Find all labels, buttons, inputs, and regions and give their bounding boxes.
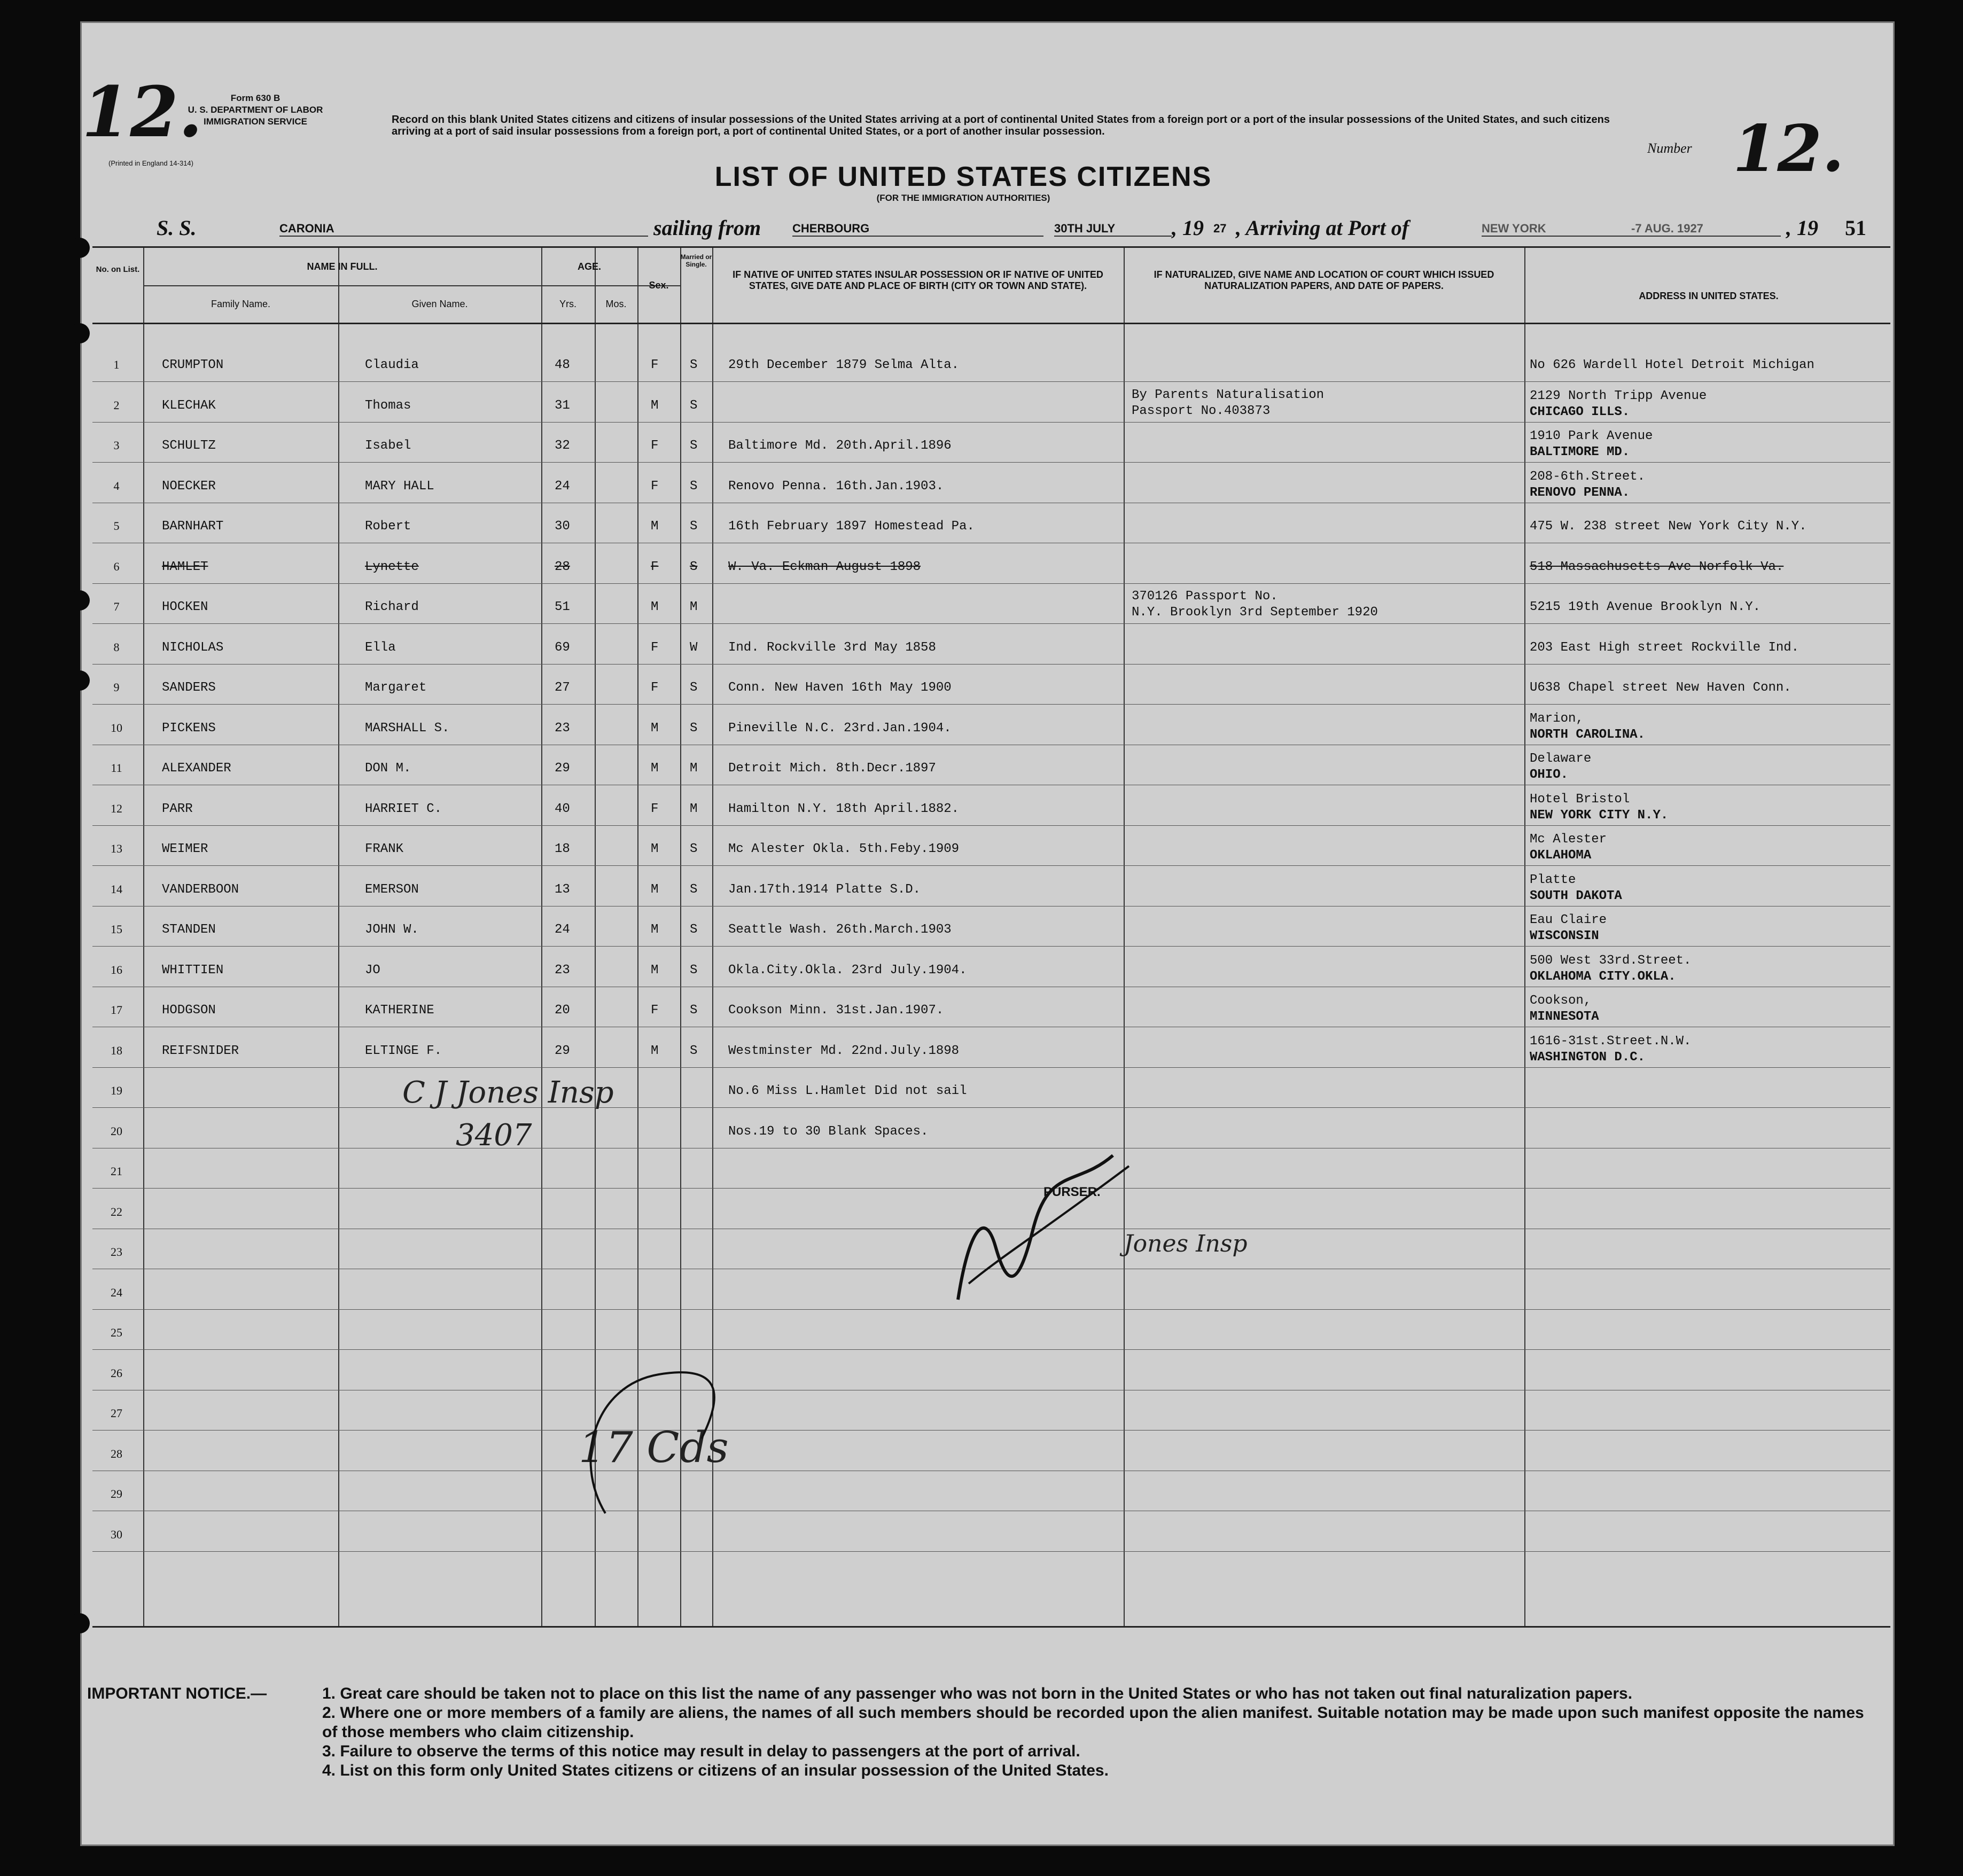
given-name: Lynette [365,559,419,574]
birth-info: Nos.19 to 30 Blank Spaces. [728,1124,929,1139]
given-name: EMERSON [365,882,419,897]
address-line: WISCONSIN [1530,929,1599,943]
marital-status: S [690,721,698,736]
marital-status: S [690,559,698,574]
row-number: 28 [111,1447,122,1460]
row-number: 1 [113,358,120,371]
address-line: U638 Chapel street New Haven Conn. [1530,681,1791,695]
given-name: Isabel [365,439,411,453]
inspector-number: 3407 [456,1118,532,1153]
binder-hole [69,323,90,343]
number-value: 12. [1733,111,1844,186]
margin-note: Jones Insp [1124,1230,1248,1257]
naturalization: By Parents Naturalisation [1132,387,1325,402]
notice-item: 3. Failure to observe the terms of this notice may result in delay to passengers at the port of arrival. [322,1742,1080,1760]
given-name: HARRIET C. [365,801,442,816]
given-name: MARY HALL [365,479,434,494]
sex: M [651,1043,659,1058]
sex: M [651,721,659,736]
printed-note: (Printed in England 14-314) [108,159,193,167]
family-name: BARNHART [162,519,224,534]
family-name: HAMLET [162,559,208,574]
row-rule [92,704,1890,705]
birth-info: Mc Alester Okla. 5th.Feby.1909 [728,842,960,856]
row-rule [92,664,1890,665]
row-number: 7 [113,600,120,613]
row-rule [92,1551,1890,1552]
col-address: ADDRESS IN UNITED STATES. [1639,291,1779,301]
marital-status: W [690,640,698,655]
sex: M [651,963,659,978]
age-years: 40 [555,801,570,816]
given-name: Richard [365,600,419,614]
row-number: 15 [111,923,122,936]
address-line: OKLAHOMA CITY.OKLA. [1530,969,1676,984]
row-rule [92,946,1890,947]
col-sex: Sex. [649,280,669,291]
address-line: NORTH CAROLINA. [1530,727,1646,742]
family-name: WHITTIEN [162,963,224,978]
age-years: 48 [555,358,570,372]
row-rule [92,865,1890,866]
col-birth: IF NATIVE OF UNITED STATES INSULAR POSSESSION OR IF NATIVE OF UNITED STATES, GIVE DATE AND PLACE OF BIRTH (CITY OR TOWN AND STATE). [733,269,1103,291]
family-name: ALEXANDER [162,761,231,776]
row-number: 30 [111,1527,122,1541]
address-line: Delaware [1530,752,1592,766]
age-years: 18 [555,842,570,856]
sex: F [651,640,659,655]
row-number: 14 [111,882,122,896]
address-line: CHICAGO ILLS. [1530,404,1630,419]
row-number: 16 [111,963,122,976]
address-line: MINNESOTA [1530,1010,1599,1024]
row-rule [92,583,1890,584]
row-rule [92,1430,1890,1431]
row-rule [92,1107,1890,1108]
col-age: AGE. [577,261,601,272]
marital-status: S [690,439,698,453]
sex: F [651,1003,659,1018]
row-number: 25 [111,1326,122,1339]
address-line: 500 West 33rd.Street. [1530,953,1692,968]
birth-info: Jan.17th.1914 Platte S.D. [728,882,921,897]
year-suffix: , 19 [1786,216,1818,240]
row-rule [92,1349,1890,1350]
col-no: No. on List. [96,265,140,274]
from-port: CHERBOURG [792,222,1043,237]
binder-hole [69,670,90,691]
row-number: 23 [111,1245,122,1259]
marital-status: S [690,963,698,978]
given-name: Thomas [365,398,411,413]
family-name: NICHOLAS [162,640,224,655]
given-name: Margaret [365,681,427,695]
age-years: 29 [555,761,570,776]
family-name: KLECHAK [162,398,216,413]
marital-status: S [690,681,698,695]
family-name: VANDERBOON [162,882,239,897]
birth-info: Westminster Md. 22nd.July.1898 [728,1043,960,1058]
ship-name: CARONIA [279,222,648,237]
age-years: 20 [555,1003,570,1018]
family-name: WEIMER [162,842,208,856]
address-line: 5215 19th Avenue Brooklyn N.Y. [1530,600,1761,614]
address-line: RENOVO PENNA. [1530,485,1630,500]
row-number: 19 [111,1084,122,1097]
family-name: PICKENS [162,721,216,736]
marital-status: S [690,842,698,856]
binder-hole [69,238,90,258]
address-line: 203 East High street Rockville Ind. [1530,640,1800,655]
row-rule [92,462,1890,463]
sex: M [651,923,659,937]
marital-status: S [690,358,698,372]
given-name: Claudia [365,358,419,372]
row-number: 10 [111,721,122,734]
sex: M [651,882,659,897]
arrival-stamp: -7 AUG. 1927 [1631,222,1703,235]
row-number: 2 [113,398,120,412]
given-name: FRANK [365,842,404,856]
department: U. S. DEPARTMENT OF LABOR [188,105,323,115]
col-family: Family Name. [211,299,270,309]
row-rule [92,381,1890,382]
naturalization-detail: Passport No.403873 [1132,403,1271,418]
birth-info: Okla.City.Okla. 23rd July.1904. [728,963,967,978]
left-stamp-number: 12. [82,71,203,153]
family-name: HODGSON [162,1003,216,1018]
row-rule [92,623,1890,624]
sex: M [651,519,659,534]
row-number: 22 [111,1205,122,1218]
card-count-note: 17 Cds [579,1422,729,1472]
marital-status: S [690,398,698,413]
address-line: Cookson, [1530,994,1592,1008]
birth-info: 16th February 1897 Homestead Pa. [728,519,975,534]
address-line: SOUTH DAKOTA [1530,888,1622,903]
family-name: HOCKEN [162,600,208,614]
given-name: ELTINGE F. [365,1043,442,1058]
birth-info: Renovo Penna. 16th.Jan.1903. [728,479,944,494]
birth-info: Seattle Wash. 26th.March.1903 [728,923,952,937]
notice-item: 2. Where one or more members of a family are aliens, the names of all such members should be recorded upon the alien manifest. Suitable notation may be made upon such manifest opposite the names of those members who claim citizenship. [322,1704,1864,1741]
row-number: 20 [111,1124,122,1138]
given-name: JOHN W. [365,923,419,937]
marital-status: S [690,519,698,534]
age-years: 51 [555,600,570,614]
age-years: 28 [555,559,570,574]
row-number: 17 [111,1003,122,1017]
birth-info: Pineville N.C. 23rd.Jan.1904. [728,721,952,736]
age-years: 31 [555,398,570,413]
marital-status: S [690,923,698,937]
row-number: 11 [111,761,122,775]
row-number: 4 [113,479,120,493]
row-number: 6 [113,559,120,573]
address-line: 475 W. 238 street New York City N.Y. [1530,519,1807,534]
marital-status: S [690,1003,698,1018]
sex: F [651,358,659,372]
binder-hole [69,590,90,611]
binder-hole [69,1613,90,1633]
address-line: 1910 Park Avenue [1530,429,1653,443]
naturalization: 370126 Passport No. [1132,589,1278,604]
family-name: SANDERS [162,681,216,695]
row-number: 13 [111,842,122,855]
sailing-date: 30TH JULY [1054,222,1172,237]
number-label: Number [1647,140,1692,156]
page-number: 51 [1845,216,1866,240]
marital-status: S [690,1043,698,1058]
age-years: 24 [555,923,570,937]
col-naturalized: IF NATURALIZED, GIVE NAME AND LOCATION OF COURT WHICH ISSUED NATURALIZATION PAPERS, AND DATE OF PAPERS. [1154,269,1494,291]
birth-info: Cookson Minn. 31st.Jan.1907. [728,1003,944,1018]
address-line: Mc Alester [1530,832,1607,847]
form-block [183,92,328,128]
address-line: No 626 Wardell Hotel Detroit Michigan [1530,358,1814,372]
birth-info: Detroit Mich. 8th.Decr.1897 [728,761,936,776]
purser-label: PURSER. [1043,1185,1101,1199]
birth-info: 29th December 1879 Selma Alta. [728,358,960,372]
notice-item: 1. Great care should be taken not to place on this list the name of any passenger who was not born in the United States or who has not taken out final naturalization papers. [322,1685,1633,1702]
notice-item: 4. List on this form only United States citizens or citizens of an insular possession of the United States. [322,1762,1109,1779]
col-yrs: Yrs. [559,299,577,309]
age-years: 30 [555,519,570,534]
sex: F [651,479,659,494]
row-number: 9 [113,681,120,694]
arriving-label: , Arriving at Port of [1236,216,1409,240]
family-name: PARR [162,801,193,816]
page-title: LIST OF UNITED STATES CITIZENS [714,161,1212,192]
marital-status: M [690,761,698,776]
address-line: 2129 North Tripp Avenue [1530,388,1707,403]
document-page [80,21,1895,1846]
row-number: 21 [111,1164,122,1178]
family-name: STANDEN [162,923,216,937]
sex: F [651,439,659,453]
birth-info: W. Va. Eckman August 1898 [728,559,921,574]
age-years: 23 [555,721,570,736]
marital-status: M [690,600,698,614]
count-circle [563,1353,734,1524]
marital-status: S [690,882,698,897]
sex: F [651,801,659,816]
row-rule [92,825,1890,826]
ss-label: S. S. [157,216,197,240]
address-line: 208-6th.Street. [1530,469,1646,484]
birth-info: No.6 Miss L.Hamlet Did not sail [728,1084,967,1098]
year-prefix: , 19 [1172,216,1204,240]
given-name: KATHERINE [365,1003,434,1018]
given-name: Ella [365,640,396,655]
col-given: Given Name. [411,299,468,309]
birth-info: Hamilton N.Y. 18th April.1882. [728,801,960,816]
birth-info: Ind. Rockville 3rd May 1858 [728,640,936,655]
birth-info: Baltimore Md. 20th.April.1896 [728,439,952,453]
row-number: 18 [111,1043,122,1057]
sex: M [651,600,659,614]
row-number: 3 [113,439,120,452]
row-number: 27 [111,1406,122,1420]
address-line: 518 Massachusetts Ave Norfolk Va. [1530,559,1784,574]
age-years: 32 [555,439,570,453]
age-years: 23 [555,963,570,978]
sex: F [651,559,659,574]
purser-signature [937,1123,1140,1326]
family-name: CRUMPTON [162,358,224,372]
marital-status: S [690,479,698,494]
given-name: MARSHALL S. [365,721,450,736]
given-name: DON M. [365,761,411,776]
intro-text: Record on this blank United States citizens and citizens of insular possessions of the United States arriving at a port of continental United States from a foreign port or a port of the insular possessions of the United States, and such citizens arriving at a port of said insular possessions from a foreign port, a port of continental United States, or a port of another insular possession. [392,114,1610,137]
family-name: SCHULTZ [162,439,216,453]
naturalization-detail: N.Y. Brooklyn 3rd September 1920 [1132,605,1378,620]
sex: M [651,761,659,776]
notice-title: IMPORTANT NOTICE.— [87,1685,267,1702]
service: IMMIGRATION SERVICE [204,116,307,127]
sailing-label: sailing from [653,216,761,240]
page-subtitle: (FOR THE IMMIGRATION AUTHORITIES) [876,193,1050,203]
form-number: Form 630 B [230,93,281,103]
birth-info: Conn. New Haven 16th May 1900 [728,681,952,695]
row-rule [92,1067,1890,1068]
address-line: OKLAHOMA [1530,848,1592,863]
family-name: REIFSNIDER [162,1043,239,1058]
address-line: OHIO. [1530,768,1569,782]
row-rule [92,422,1890,423]
address-line: NEW YORK CITY N.Y. [1530,808,1669,823]
year: 27 [1213,222,1227,235]
age-years: 29 [555,1043,570,1058]
age-years: 24 [555,479,570,494]
col-married: Married or Single. [680,253,712,268]
address-line: Platte [1530,872,1576,887]
col-mos: Mos. [605,299,627,309]
col-name: NAME IN FULL. [307,261,378,272]
age-years: 27 [555,681,570,695]
age-years: 13 [555,882,570,897]
row-number: 29 [111,1487,122,1500]
address-line: WASHINGTON D.C. [1530,1050,1646,1065]
given-name: Robert [365,519,411,534]
family-name: NOECKER [162,479,216,494]
passenger-table [92,246,1890,1628]
address-line: BALTIMORE MD. [1530,445,1630,459]
age-years: 69 [555,640,570,655]
row-number: 8 [113,640,120,654]
sex: F [651,681,659,695]
address-line: Marion, [1530,711,1584,726]
sex: M [651,842,659,856]
given-name: JO [365,963,380,978]
row-number: 12 [111,801,122,815]
marital-status: M [690,801,698,816]
row-number: 26 [111,1366,122,1380]
address-line: 1616-31st.Street.N.W. [1530,1034,1692,1049]
address-line: Eau Claire [1530,913,1607,927]
sex: M [651,398,659,413]
row-number: 5 [113,519,120,533]
arrival-port: NEW YORK [1482,222,1781,237]
row-number: 24 [111,1285,122,1299]
address-line: Hotel Bristol [1530,792,1630,807]
inspector-signature: C J Jones Insp [402,1075,614,1110]
